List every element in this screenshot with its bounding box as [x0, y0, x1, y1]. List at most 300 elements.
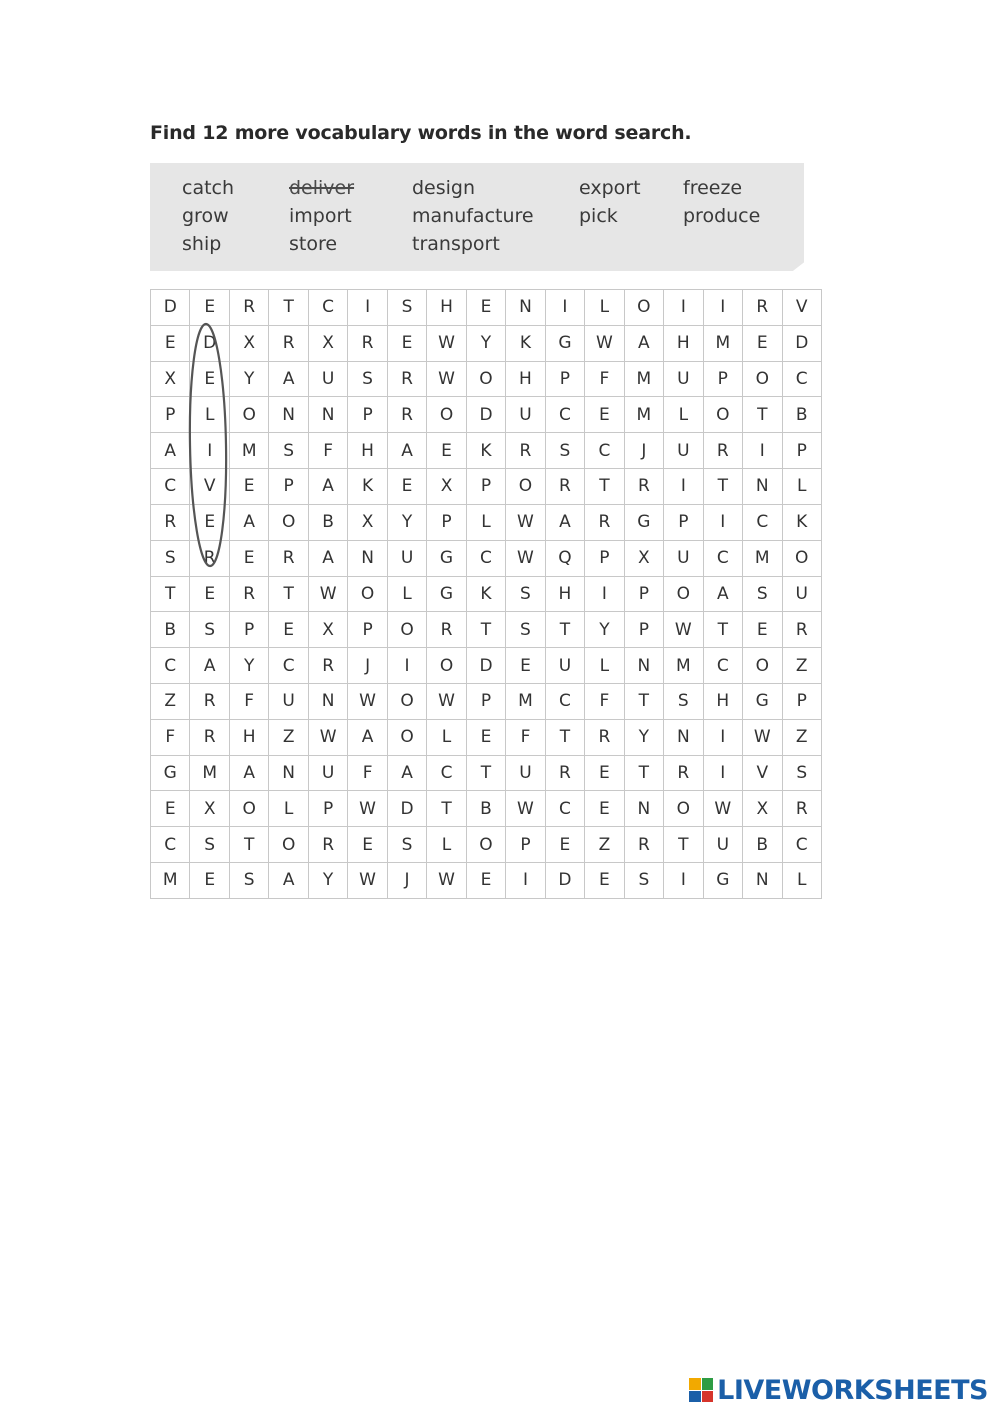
- grid-cell[interactable]: I: [190, 433, 229, 469]
- grid-cell[interactable]: O: [427, 648, 466, 684]
- grid-cell[interactable]: R: [269, 540, 308, 576]
- word-bank-item: store: [289, 233, 338, 255]
- grid-cell[interactable]: L: [269, 791, 308, 827]
- grid-cell[interactable]: E: [466, 719, 505, 755]
- grid-cell[interactable]: J: [348, 648, 387, 684]
- grid-cell[interactable]: Z: [151, 683, 190, 719]
- grid-cell[interactable]: S: [190, 612, 229, 648]
- grid-cell[interactable]: E: [743, 612, 782, 648]
- grid-cell[interactable]: G: [624, 504, 663, 540]
- grid-cell[interactable]: P: [348, 397, 387, 433]
- grid-cell[interactable]: W: [427, 361, 466, 397]
- grid-cell[interactable]: A: [269, 361, 308, 397]
- grid-cell[interactable]: W: [703, 791, 742, 827]
- grid-cell[interactable]: R: [703, 433, 742, 469]
- grid-cell[interactable]: W: [348, 863, 387, 899]
- grid-cell[interactable]: V: [190, 469, 229, 505]
- grid-cell[interactable]: D: [151, 290, 190, 326]
- grid-cell[interactable]: O: [229, 791, 268, 827]
- grid-cell[interactable]: W: [427, 863, 466, 899]
- grid-cell[interactable]: R: [387, 361, 426, 397]
- grid-cell[interactable]: I: [703, 290, 742, 326]
- grid-cell[interactable]: K: [506, 325, 545, 361]
- grid-cell[interactable]: T: [427, 791, 466, 827]
- grid-cell[interactable]: T: [703, 469, 742, 505]
- grid-cell[interactable]: F: [151, 719, 190, 755]
- grid-cell[interactable]: W: [348, 791, 387, 827]
- grid-cell[interactable]: A: [624, 325, 663, 361]
- grid-cell[interactable]: G: [545, 325, 584, 361]
- grid-cell[interactable]: U: [308, 361, 347, 397]
- grid-cell[interactable]: I: [348, 290, 387, 326]
- grid-cell[interactable]: E: [506, 648, 545, 684]
- grid-cell[interactable]: U: [664, 361, 703, 397]
- grid-cell[interactable]: U: [506, 755, 545, 791]
- grid-cell[interactable]: U: [308, 755, 347, 791]
- grid-cell[interactable]: W: [506, 791, 545, 827]
- grid-cell[interactable]: A: [545, 504, 584, 540]
- grid-cell[interactable]: C: [308, 290, 347, 326]
- grid-cell[interactable]: F: [348, 755, 387, 791]
- grid-cell[interactable]: E: [190, 863, 229, 899]
- grid-cell[interactable]: P: [782, 683, 821, 719]
- grid-row: [151, 755, 822, 791]
- grid-cell[interactable]: C: [743, 504, 782, 540]
- grid-cell[interactable]: J: [387, 863, 426, 899]
- grid-cell[interactable]: P: [348, 612, 387, 648]
- grid-cell[interactable]: C: [585, 433, 624, 469]
- grid-cell[interactable]: P: [506, 827, 545, 863]
- grid-cell[interactable]: W: [348, 683, 387, 719]
- grid-cell[interactable]: R: [545, 755, 584, 791]
- grid-cell[interactable]: I: [506, 863, 545, 899]
- grid-cell[interactable]: F: [585, 361, 624, 397]
- grid-cell[interactable]: O: [387, 719, 426, 755]
- grid-cell[interactable]: F: [506, 719, 545, 755]
- grid-cell[interactable]: I: [703, 504, 742, 540]
- grid-cell[interactable]: P: [229, 612, 268, 648]
- grid-cell[interactable]: A: [387, 755, 426, 791]
- grid-cell[interactable]: I: [664, 863, 703, 899]
- grid-cell[interactable]: R: [585, 504, 624, 540]
- grid-cell[interactable]: W: [664, 612, 703, 648]
- grid-cell[interactable]: E: [387, 469, 426, 505]
- grid-row: [151, 397, 822, 433]
- grid-cell[interactable]: E: [743, 325, 782, 361]
- grid-cell[interactable]: E: [466, 863, 505, 899]
- grid-cell[interactable]: U: [782, 576, 821, 612]
- grid-cell[interactable]: E: [585, 397, 624, 433]
- grid-cell[interactable]: V: [782, 290, 821, 326]
- grid-cell[interactable]: P: [466, 469, 505, 505]
- grid-cell[interactable]: N: [308, 397, 347, 433]
- grid-cell[interactable]: L: [466, 504, 505, 540]
- grid-cell[interactable]: L: [585, 290, 624, 326]
- grid-cell[interactable]: R: [585, 719, 624, 755]
- grid-cell[interactable]: P: [269, 469, 308, 505]
- grid-cell[interactable]: U: [545, 648, 584, 684]
- grid-cell[interactable]: X: [308, 612, 347, 648]
- grid-cell[interactable]: D: [466, 397, 505, 433]
- grid-cell[interactable]: T: [545, 719, 584, 755]
- grid-cell[interactable]: O: [466, 827, 505, 863]
- grid-cell[interactable]: G: [427, 540, 466, 576]
- grid-cell[interactable]: O: [387, 612, 426, 648]
- grid-cell[interactable]: B: [743, 827, 782, 863]
- grid-cell[interactable]: A: [387, 433, 426, 469]
- grid-cell[interactable]: C: [151, 648, 190, 684]
- grid-cell[interactable]: P: [308, 791, 347, 827]
- grid-cell[interactable]: D: [782, 325, 821, 361]
- grid-cell[interactable]: Y: [229, 648, 268, 684]
- grid-cell[interactable]: T: [269, 290, 308, 326]
- grid-row: [151, 290, 822, 326]
- grid-cell[interactable]: X: [190, 791, 229, 827]
- grid-cell[interactable]: G: [743, 683, 782, 719]
- grid-cell[interactable]: O: [782, 540, 821, 576]
- grid-cell[interactable]: Y: [624, 719, 663, 755]
- grid-cell[interactable]: W: [308, 719, 347, 755]
- grid-cell[interactable]: P: [545, 361, 584, 397]
- grid-cell[interactable]: O: [664, 791, 703, 827]
- grid-cell[interactable]: O: [269, 504, 308, 540]
- grid-cell[interactable]: M: [506, 683, 545, 719]
- grid-cell[interactable]: C: [269, 648, 308, 684]
- grid-cell[interactable]: F: [585, 683, 624, 719]
- grid-cell[interactable]: W: [427, 683, 466, 719]
- grid-cell[interactable]: I: [743, 433, 782, 469]
- grid-cell[interactable]: N: [743, 863, 782, 899]
- grid-cell[interactable]: P: [703, 361, 742, 397]
- grid-cell[interactable]: R: [190, 719, 229, 755]
- grid-cell[interactable]: R: [229, 576, 268, 612]
- grid-cell[interactable]: X: [308, 325, 347, 361]
- grid-cell[interactable]: T: [269, 576, 308, 612]
- grid-cell[interactable]: K: [782, 504, 821, 540]
- grid-cell[interactable]: W: [743, 719, 782, 755]
- grid-cell[interactable]: R: [308, 827, 347, 863]
- grid-cell[interactable]: S: [545, 433, 584, 469]
- word-search-grid[interactable]: [150, 289, 822, 899]
- grid-cell[interactable]: C: [151, 827, 190, 863]
- grid-cell[interactable]: X: [743, 791, 782, 827]
- grid-cell[interactable]: T: [624, 755, 663, 791]
- grid-cell[interactable]: R: [427, 612, 466, 648]
- grid-cell[interactable]: A: [229, 504, 268, 540]
- grid-cell[interactable]: Q: [545, 540, 584, 576]
- grid-cell[interactable]: A: [348, 719, 387, 755]
- grid-cell[interactable]: M: [624, 361, 663, 397]
- grid-cell[interactable]: E: [427, 433, 466, 469]
- grid-cell[interactable]: S: [387, 290, 426, 326]
- grid-cell[interactable]: R: [664, 755, 703, 791]
- grid-cell[interactable]: E: [545, 827, 584, 863]
- grid-cell[interactable]: C: [703, 540, 742, 576]
- grid-cell[interactable]: L: [782, 863, 821, 899]
- grid-row: [151, 469, 822, 505]
- grid-cell[interactable]: P: [585, 540, 624, 576]
- grid-cell[interactable]: O: [743, 648, 782, 684]
- grid-cell[interactable]: T: [703, 612, 742, 648]
- grid-cell[interactable]: H: [664, 325, 703, 361]
- grid-cell[interactable]: U: [269, 683, 308, 719]
- grid-cell[interactable]: H: [427, 290, 466, 326]
- grid-cell[interactable]: A: [151, 433, 190, 469]
- grid-cell[interactable]: Z: [269, 719, 308, 755]
- grid-cell[interactable]: E: [585, 791, 624, 827]
- grid-cell[interactable]: N: [269, 755, 308, 791]
- grid-cell[interactable]: E: [348, 827, 387, 863]
- grid-cell[interactable]: I: [387, 648, 426, 684]
- grid-cell[interactable]: R: [782, 612, 821, 648]
- grid-cell[interactable]: H: [348, 433, 387, 469]
- grid-cell[interactable]: P: [151, 397, 190, 433]
- grid-cell[interactable]: T: [624, 683, 663, 719]
- grid-cell[interactable]: E: [190, 576, 229, 612]
- grid-cell[interactable]: X: [151, 361, 190, 397]
- grid-cell[interactable]: M: [743, 540, 782, 576]
- grid-cell[interactable]: F: [308, 433, 347, 469]
- grid-cell[interactable]: X: [229, 325, 268, 361]
- grid-cell[interactable]: U: [506, 397, 545, 433]
- grid-row: [151, 433, 822, 469]
- grid-row: [151, 325, 822, 361]
- grid-cell[interactable]: K: [466, 433, 505, 469]
- grid-cell[interactable]: R: [190, 540, 229, 576]
- grid-cell[interactable]: O: [387, 683, 426, 719]
- grid-cell[interactable]: S: [387, 827, 426, 863]
- grid-cell[interactable]: J: [624, 433, 663, 469]
- grid-cell[interactable]: K: [348, 469, 387, 505]
- grid-cell[interactable]: D: [190, 325, 229, 361]
- grid-cell[interactable]: S: [506, 612, 545, 648]
- grid-cell[interactable]: W: [427, 325, 466, 361]
- grid-cell[interactable]: O: [703, 397, 742, 433]
- grid-cell[interactable]: M: [624, 397, 663, 433]
- grid-cell[interactable]: S: [624, 863, 663, 899]
- grid-cell[interactable]: I: [585, 576, 624, 612]
- grid-cell[interactable]: A: [269, 863, 308, 899]
- grid-cell[interactable]: G: [151, 755, 190, 791]
- grid-cell[interactable]: U: [664, 433, 703, 469]
- word-bank-item: deliver: [289, 177, 355, 199]
- grid-cell[interactable]: T: [585, 469, 624, 505]
- grid-cell[interactable]: D: [466, 648, 505, 684]
- grid-cell[interactable]: P: [624, 576, 663, 612]
- grid-cell[interactable]: R: [624, 827, 663, 863]
- grid-cell[interactable]: O: [743, 361, 782, 397]
- grid-cell[interactable]: P: [466, 683, 505, 719]
- grid-cell[interactable]: C: [151, 469, 190, 505]
- grid-cell[interactable]: C: [545, 791, 584, 827]
- grid-cell[interactable]: R: [743, 290, 782, 326]
- grid-cell[interactable]: R: [308, 648, 347, 684]
- grid-cell[interactable]: O: [624, 290, 663, 326]
- grid-cell[interactable]: B: [782, 397, 821, 433]
- grid-cell[interactable]: L: [782, 469, 821, 505]
- grid-cell[interactable]: S: [664, 683, 703, 719]
- grid-cell[interactable]: A: [190, 648, 229, 684]
- grid-cell[interactable]: B: [151, 612, 190, 648]
- grid-cell[interactable]: E: [190, 504, 229, 540]
- grid-cell[interactable]: T: [151, 576, 190, 612]
- grid-cell[interactable]: N: [624, 791, 663, 827]
- grid-cell[interactable]: M: [151, 863, 190, 899]
- grid-cell[interactable]: S: [348, 361, 387, 397]
- grid-cell[interactable]: W: [585, 325, 624, 361]
- grid-cell[interactable]: F: [229, 683, 268, 719]
- grid-cell[interactable]: O: [427, 397, 466, 433]
- grid-cell[interactable]: T: [664, 827, 703, 863]
- grid-cell[interactable]: B: [308, 504, 347, 540]
- grid-cell[interactable]: N: [506, 290, 545, 326]
- grid-cell[interactable]: O: [348, 576, 387, 612]
- grid-cell[interactable]: C: [782, 827, 821, 863]
- grid-cell[interactable]: H: [703, 683, 742, 719]
- grid-cell[interactable]: C: [703, 648, 742, 684]
- grid-cell[interactable]: W: [308, 576, 347, 612]
- grid-cell[interactable]: T: [545, 612, 584, 648]
- grid-cell[interactable]: N: [308, 683, 347, 719]
- grid-cell[interactable]: D: [387, 791, 426, 827]
- grid-cell[interactable]: W: [506, 504, 545, 540]
- grid-cell[interactable]: I: [664, 290, 703, 326]
- grid-cell[interactable]: M: [664, 648, 703, 684]
- grid-cell[interactable]: R: [624, 469, 663, 505]
- grid-cell[interactable]: E: [190, 290, 229, 326]
- grid-cell[interactable]: H: [506, 361, 545, 397]
- grid-cell[interactable]: R: [348, 325, 387, 361]
- grid-cell[interactable]: R: [269, 325, 308, 361]
- grid-cell[interactable]: Y: [466, 325, 505, 361]
- grid-cell[interactable]: D: [545, 863, 584, 899]
- grid-cell[interactable]: Y: [387, 504, 426, 540]
- grid-cell[interactable]: V: [743, 755, 782, 791]
- grid-cell[interactable]: P: [664, 504, 703, 540]
- grid-cell[interactable]: S: [506, 576, 545, 612]
- grid-cell[interactable]: R: [506, 433, 545, 469]
- grid-cell[interactable]: O: [229, 397, 268, 433]
- grid-cell[interactable]: P: [624, 612, 663, 648]
- grid-cell[interactable]: T: [743, 397, 782, 433]
- grid-cell[interactable]: H: [229, 719, 268, 755]
- grid-cell[interactable]: G: [703, 863, 742, 899]
- grid-cell[interactable]: I: [545, 290, 584, 326]
- grid-cell[interactable]: E: [269, 612, 308, 648]
- grid-cell[interactable]: L: [190, 397, 229, 433]
- grid-cell[interactable]: T: [229, 827, 268, 863]
- grid-cell[interactable]: S: [269, 433, 308, 469]
- grid-cell[interactable]: X: [427, 469, 466, 505]
- grid-cell[interactable]: E: [151, 791, 190, 827]
- grid-cell[interactable]: E: [466, 290, 505, 326]
- grid-cell[interactable]: L: [387, 576, 426, 612]
- grid-cell[interactable]: C: [782, 361, 821, 397]
- grid-cell[interactable]: W: [506, 540, 545, 576]
- grid-row: [151, 683, 822, 719]
- grid-cell[interactable]: C: [466, 540, 505, 576]
- grid-cell[interactable]: C: [427, 755, 466, 791]
- grid-cell[interactable]: H: [545, 576, 584, 612]
- grid-cell[interactable]: T: [466, 755, 505, 791]
- grid-cell[interactable]: Z: [585, 827, 624, 863]
- grid-cell[interactable]: P: [427, 504, 466, 540]
- grid-cell[interactable]: S: [229, 863, 268, 899]
- grid-cell[interactable]: N: [624, 648, 663, 684]
- grid-cell[interactable]: N: [664, 719, 703, 755]
- grid-cell[interactable]: K: [466, 576, 505, 612]
- grid-cell[interactable]: S: [743, 576, 782, 612]
- grid-cell[interactable]: E: [229, 469, 268, 505]
- grid-cell[interactable]: O: [466, 361, 505, 397]
- grid-cell[interactable]: U: [664, 540, 703, 576]
- grid-cell[interactable]: L: [427, 719, 466, 755]
- grid-cell[interactable]: Y: [585, 612, 624, 648]
- grid-cell[interactable]: R: [229, 290, 268, 326]
- grid-cell[interactable]: S: [190, 827, 229, 863]
- grid-cell[interactable]: E: [585, 863, 624, 899]
- grid-cell[interactable]: A: [703, 576, 742, 612]
- grid-cell[interactable]: L: [664, 397, 703, 433]
- grid-cell[interactable]: N: [743, 469, 782, 505]
- grid-cell[interactable]: S: [151, 540, 190, 576]
- grid-cell[interactable]: E: [229, 540, 268, 576]
- grid-cell[interactable]: E: [190, 361, 229, 397]
- grid-cell[interactable]: U: [703, 827, 742, 863]
- grid-cell[interactable]: X: [348, 504, 387, 540]
- grid-cell[interactable]: Y: [229, 361, 268, 397]
- grid-cell[interactable]: M: [229, 433, 268, 469]
- grid-cell[interactable]: I: [664, 469, 703, 505]
- grid-cell[interactable]: O: [506, 469, 545, 505]
- word-bank-item: manufacture: [412, 205, 534, 227]
- grid-cell[interactable]: C: [545, 683, 584, 719]
- grid-cell[interactable]: U: [387, 540, 426, 576]
- grid-cell[interactable]: C: [545, 397, 584, 433]
- grid-cell[interactable]: E: [151, 325, 190, 361]
- grid-cell[interactable]: B: [466, 791, 505, 827]
- grid-cell[interactable]: A: [229, 755, 268, 791]
- grid-cell[interactable]: L: [585, 648, 624, 684]
- grid-cell[interactable]: R: [190, 683, 229, 719]
- grid-cell[interactable]: R: [387, 397, 426, 433]
- grid-cell[interactable]: R: [151, 504, 190, 540]
- grid-cell[interactable]: P: [782, 433, 821, 469]
- grid-cell[interactable]: I: [703, 755, 742, 791]
- grid-cell[interactable]: A: [308, 540, 347, 576]
- grid-cell[interactable]: E: [387, 325, 426, 361]
- grid-cell[interactable]: E: [585, 755, 624, 791]
- grid-cell[interactable]: Y: [308, 863, 347, 899]
- grid-cell[interactable]: M: [190, 755, 229, 791]
- grid-cell[interactable]: R: [782, 791, 821, 827]
- grid-cell[interactable]: L: [427, 827, 466, 863]
- grid-cell[interactable]: I: [703, 719, 742, 755]
- grid-cell[interactable]: Z: [782, 648, 821, 684]
- grid-cell[interactable]: O: [269, 827, 308, 863]
- grid-cell[interactable]: G: [427, 576, 466, 612]
- grid-cell[interactable]: N: [269, 397, 308, 433]
- grid-cell[interactable]: Z: [782, 719, 821, 755]
- grid-cell[interactable]: X: [624, 540, 663, 576]
- grid-cell[interactable]: O: [664, 576, 703, 612]
- grid-cell[interactable]: N: [348, 540, 387, 576]
- grid-cell[interactable]: S: [782, 755, 821, 791]
- grid-cell[interactable]: T: [466, 612, 505, 648]
- grid-cell[interactable]: R: [545, 469, 584, 505]
- grid-cell[interactable]: M: [703, 325, 742, 361]
- grid-cell[interactable]: A: [308, 469, 347, 505]
